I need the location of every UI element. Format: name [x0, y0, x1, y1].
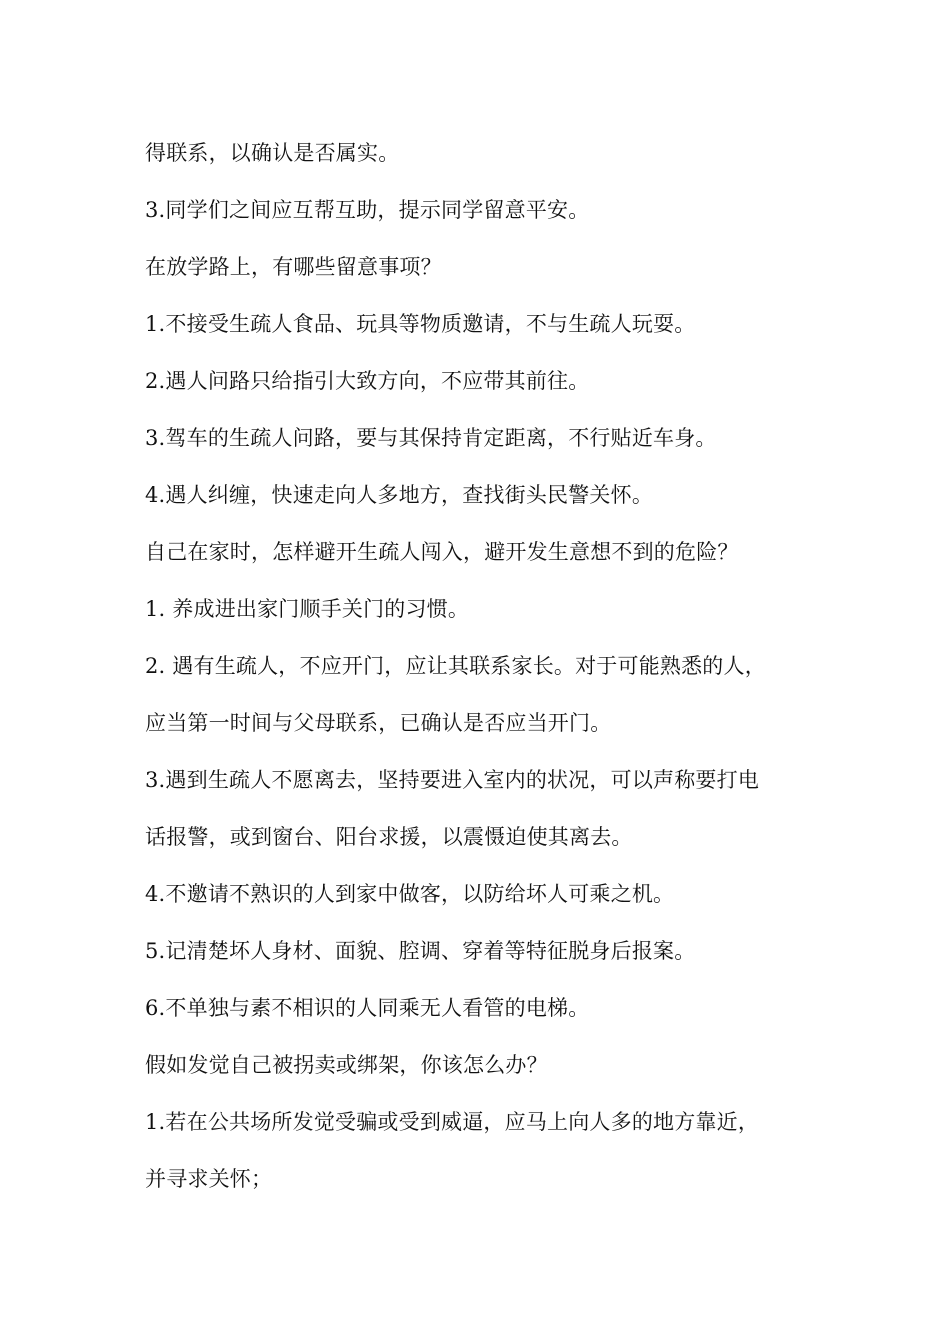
text-line: 2. 遇有生疏人，不应开门，应让其联系家长。对于可能熟悉的人，	[145, 654, 766, 678]
text-line: 得联系，以确认是否属实。	[145, 141, 400, 165]
text-line: 6.不单独与素不相识的人同乘无人看管的电梯。	[145, 996, 590, 1020]
text-line: 1.若在公共场所发觉受骗或受到威逼，应马上向人多的地方靠近，	[145, 1110, 760, 1134]
text-line: 应当第一时间与父母联系，已确认是否应当开门。	[145, 711, 612, 735]
section-question: 假如发觉自己被拐卖或绑架，你该怎么办？	[145, 1053, 548, 1077]
text-line: 并寻求关怀；	[145, 1167, 273, 1191]
text-line: 话报警，或到窗台、阳台求援，以震慑迫使其离去。	[145, 825, 633, 849]
text-line: 3.驾车的生疏人问路，要与其保持肯定距离，不行贴近车身。	[145, 426, 717, 450]
section-question: 在放学路上，有哪些留意事项？	[145, 255, 442, 279]
text-line: 3.遇到生疏人不愿离去，坚持要进入室内的状况，可以声称要打电	[145, 768, 760, 792]
text-line: 4.不邀请不熟识的人到家中做客，以防给坏人可乘之机。	[145, 882, 675, 906]
text-line: 2.遇人问路只给指引大致方向，不应带其前往。	[145, 369, 590, 393]
text-line: 5.记清楚坏人身材、面貌、腔调、穿着等特征脱身后报案。	[145, 939, 696, 963]
text-line: 3.同学们之间应互帮互助，提示同学留意平安。	[145, 198, 590, 222]
text-line: 1.不接受生疏人食品、玩具等物质邀请，不与生疏人玩耍。	[145, 312, 696, 336]
section-question: 自己在家时，怎样避开生疏人闯入，避开发生意想不到的危险？	[145, 540, 739, 564]
text-line: 4.遇人纠缠，快速走向人多地方，查找街头民警关怀。	[145, 483, 654, 507]
document-body	[145, 134, 825, 1217]
text-line: 1. 养成进出家门顺手关门的习惯。	[145, 597, 470, 621]
